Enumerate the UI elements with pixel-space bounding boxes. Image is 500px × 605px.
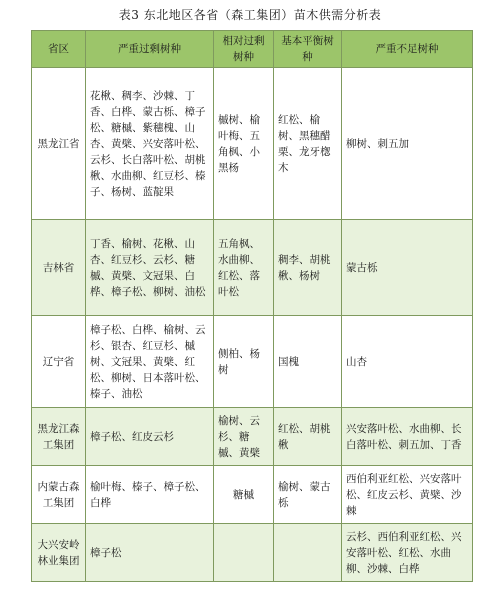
header-severe-surplus: 严重过剩树种 bbox=[86, 31, 214, 68]
relative-surplus-cell: 侧柏、杨树 bbox=[214, 316, 274, 408]
shortage-cell: 柳树、刺五加 bbox=[342, 68, 473, 220]
table-row bbox=[32, 316, 473, 408]
region-cell: 大兴安岭林业集团 bbox=[32, 524, 86, 582]
severe-surplus-cell: 丁香、榆树、花楸、山杏、红豆杉、云杉、糖槭、黄檗、文冠果、白桦、樟子松、柳树、油松 bbox=[86, 220, 214, 316]
balanced-cell: 稠李、胡桃楸、杨树 bbox=[274, 220, 342, 316]
shortage-cell: 兴安落叶松、水曲柳、长白落叶松、刺五加、丁香 bbox=[342, 408, 473, 466]
header-region: 省区 bbox=[32, 31, 86, 68]
balanced-cell: 榆树、蒙古栎 bbox=[274, 466, 342, 524]
table-row bbox=[32, 408, 473, 466]
balanced-cell: 红松、胡桃楸 bbox=[274, 408, 342, 466]
relative-surplus-cell: 榆树、云杉、糖槭、黄檗 bbox=[214, 408, 274, 466]
balanced-cell bbox=[274, 524, 342, 582]
region-cell: 黑龙江森工集团 bbox=[32, 408, 86, 466]
shortage-cell: 蒙古栎 bbox=[342, 220, 473, 316]
balanced-cell: 国槐 bbox=[274, 316, 342, 408]
table-row bbox=[32, 466, 473, 524]
table-title: 表3 东北地区各省（森工集团）苗木供需分析表 bbox=[118, 8, 382, 22]
relative-surplus-cell bbox=[214, 524, 274, 582]
header-shortage: 严重不足树种 bbox=[342, 31, 473, 68]
table-row bbox=[32, 220, 473, 316]
severe-surplus-cell: 榆叶梅、榛子、樟子松、白桦 bbox=[86, 466, 214, 524]
shortage-cell: 山杏 bbox=[342, 316, 473, 408]
header-balanced: 基本平衡树种 bbox=[274, 31, 342, 68]
relative-surplus-cell: 五角枫、水曲柳、红松、落叶松 bbox=[214, 220, 274, 316]
severe-surplus-cell: 花楸、稠李、沙棘、丁香、白桦、蒙古栎、樟子松、糖槭、紫穗槐、山杏、黄檗、兴安落叶松、云杉、长白落叶松、胡桃楸、水曲柳、红豆杉、榛子、杨树、蓝靛果 bbox=[86, 68, 214, 220]
region-cell: 辽宁省 bbox=[32, 316, 86, 408]
severe-surplus-cell: 樟子松、红皮云杉 bbox=[86, 408, 214, 466]
severe-surplus-cell: 樟子松 bbox=[86, 524, 214, 582]
table-row bbox=[32, 524, 473, 582]
severe-surplus-cell: 樟子松、白桦、榆树、云杉、银杏、红豆杉、槭树、文冠果、黄檗、红松、柳树、日本落叶松、榛子、油松 bbox=[86, 316, 214, 408]
balanced-cell: 红松、榆树、黑穗醋栗、龙牙楤木 bbox=[274, 68, 342, 220]
header-relative-surplus: 相对过剩树种 bbox=[214, 31, 274, 68]
header-row bbox=[32, 31, 473, 68]
shortage-cell: 云杉、西伯利亚红松、兴安落叶松、红松、水曲柳、沙棘、白桦 bbox=[342, 524, 473, 582]
region-cell: 内蒙古森工集团 bbox=[32, 466, 86, 524]
relative-surplus-cell: 槭树、榆叶梅、五角枫、小黑杨 bbox=[214, 68, 274, 220]
shortage-cell: 西伯利亚红松、兴安落叶松、红皮云杉、黄檗、沙棘 bbox=[342, 466, 473, 524]
relative-surplus-cell: 糖槭 bbox=[214, 466, 274, 524]
table-row bbox=[32, 68, 473, 220]
supply-demand-table bbox=[31, 30, 473, 582]
region-cell: 黑龙江省 bbox=[32, 68, 86, 220]
region-cell: 吉林省 bbox=[32, 220, 86, 316]
